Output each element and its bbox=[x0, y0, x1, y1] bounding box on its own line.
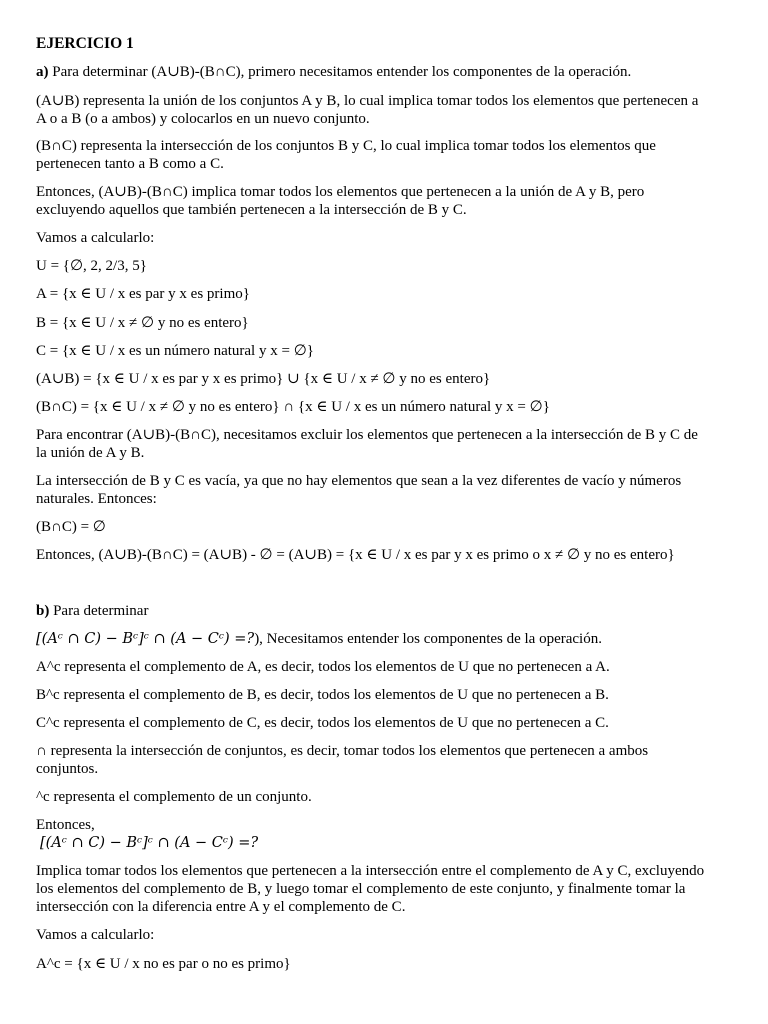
a-complement-description: A^c representa el complemento de A, es decir, todos los elementos de U que no pertenecen a A. bbox=[36, 659, 610, 675]
complement-symbol-description: ^c representa el complemento de un conjunto. bbox=[36, 789, 312, 805]
part-b-intro: Para determinar bbox=[53, 603, 149, 619]
set-expression-repeat: [(Aᶜ ∩ C) − Bᶜ]ᶜ ∩ (A − Cᶜ) =? bbox=[40, 835, 259, 851]
part-b-label: b) bbox=[36, 603, 50, 619]
intersection-result: (B∩C) = ∅ bbox=[36, 519, 106, 535]
empty-intersection-line-2: naturales. Entonces: bbox=[36, 491, 157, 507]
intersection-symbol-description-line-1: ∩ representa la intersección de conjuntos, es decir, tomar todos los elementos que pertenecen a ambos bbox=[36, 743, 649, 759]
intersection-explanation-line-1: (B∩C) representa la intersección de los conjuntos B y C, lo cual implica tomar todos los elementos que bbox=[36, 138, 656, 154]
union-explanation-line-1: (A∪B) representa la unión de los conjuntos A y B, lo cual implica tomar todos los elementos que pertenecen a bbox=[36, 93, 699, 109]
find-difference-line-2: la unión de A y B. bbox=[36, 445, 145, 461]
intersection-bc-definition: (B∩C) = {x ∈ U / x ≠ ∅ y no es entero} ∩ {x ∈ U / x es un número natural y x = ∅} bbox=[36, 399, 550, 415]
intersection-symbol-description-line-2: conjuntos. bbox=[36, 761, 99, 777]
calculate-heading-b: Vamos a calcularlo: bbox=[36, 927, 155, 943]
empty-intersection-line-1: La intersección de B y C es vacía, ya que no hay elementos que sean a la vez diferentes de vacío y números bbox=[36, 473, 682, 489]
part-a-intro: Para determinar (A∪B)-(B∩C), primero necesitamos entender los componentes de la operación. bbox=[52, 64, 632, 80]
c-complement-description: C^c representa el complemento de C, es decir, todos los elementos de U que no pertenecen a C. bbox=[36, 715, 609, 731]
implication-line-1: Implica tomar todos los elementos que pertenecen a la intersección entre el complemento de A y C, excluyendo bbox=[36, 863, 705, 879]
find-difference-line-1: Para encontrar (A∪B)-(B∩C), necesitamos excluir los elementos que pertenecen a la intersección de B y C de bbox=[36, 427, 698, 443]
set-a-definition: A = {x ∈ U / x es par y x es primo} bbox=[36, 286, 250, 302]
part-a-intro-line bbox=[36, 63, 736, 81]
set-expression: [(Aᶜ ∩ C) − Bᶜ]ᶜ ∩ (A − Cᶜ) =? bbox=[36, 631, 255, 647]
implication-line-2: los elementos del complemento de B, y luego tomar el complemento de este conjunto, y finalmente tomar la bbox=[36, 881, 686, 897]
part-b-expression-tail: ), Necesitamos entender los componentes de la operación. bbox=[254, 631, 602, 647]
difference-explanation-line-2: excluyendo aquellos que también pertenecen a la intersección de B y C. bbox=[36, 202, 467, 218]
part-a-label: a) bbox=[36, 64, 49, 80]
union-ab-definition: (A∪B) = {x ∈ U / x es par y x es primo} ∪ {x ∈ U / x ≠ ∅ y no es entero} bbox=[36, 371, 491, 387]
set-b-definition: B = {x ∈ U / x ≠ ∅ y no es entero} bbox=[36, 315, 249, 331]
part-b-intro-line bbox=[36, 602, 736, 620]
calculate-heading-a: Vamos a calcularlo: bbox=[36, 230, 155, 246]
then-label: Entonces, bbox=[36, 817, 95, 833]
intersection-explanation-line-2: pertenecen tanto a B como a C. bbox=[36, 156, 224, 172]
implication-line-3: intersección con la diferencia entre A y el complemento de C. bbox=[36, 899, 406, 915]
part-b-expression-line bbox=[36, 630, 736, 648]
a-complement-definition: A^c = {x ∈ U / x no es par o no es primo} bbox=[36, 956, 291, 972]
set-c-definition: C = {x ∈ U / x es un número natural y x = ∅} bbox=[36, 343, 314, 359]
difference-explanation-line-1: Entonces, (A∪B)-(B∩C) implica tomar todos los elementos que pertenecen a la unión de A y B, pero bbox=[36, 184, 645, 200]
union-explanation-line-2: A o a B (o a ambos) y colocarlos en un nuevo conjunto. bbox=[36, 111, 370, 127]
universe-definition: U = {∅, 2, 2/3, 5} bbox=[36, 258, 147, 274]
b-complement-description: B^c representa el complemento de B, es decir, todos los elementos de U que no pertenecen a B. bbox=[36, 687, 609, 703]
part-a-final-result: Entonces, (A∪B)-(B∩C) = (A∪B) - ∅ = (A∪B) = {x ∈ U / x es par y x es primo o x ≠ ∅ y no es entero} bbox=[36, 547, 675, 563]
exercise-title: EJERCICIO 1 bbox=[36, 35, 134, 52]
